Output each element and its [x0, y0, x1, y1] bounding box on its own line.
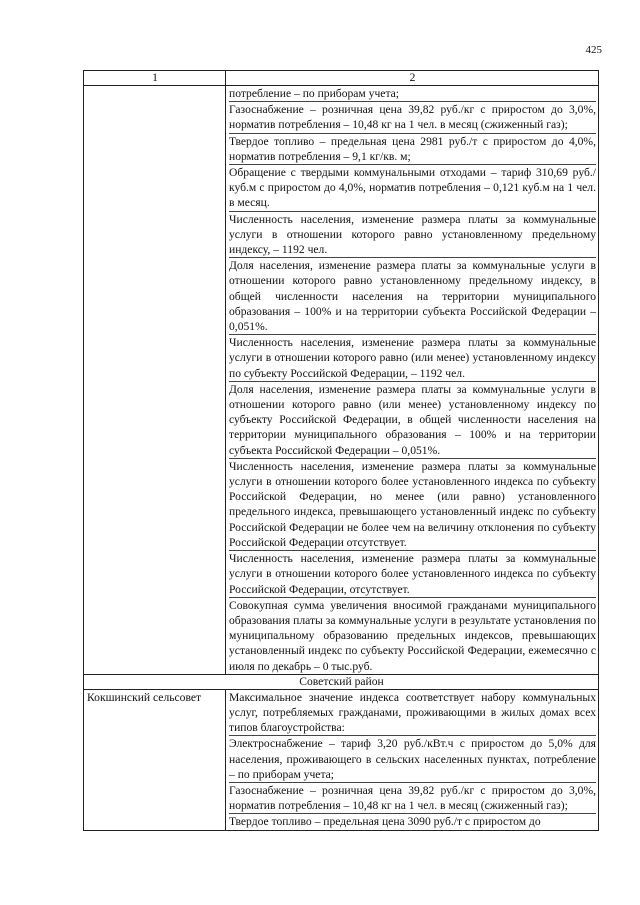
district-row — [84, 674, 599, 689]
municipality-cell: Кокшинский сельсовет — [84, 689, 226, 830]
paragraph: Численность населения, изменение размера платы за коммунальные услуги в отношении которого равно (или менее) установленному индексу по субъекту Российской Федерации, – 1192 чел. — [229, 336, 596, 380]
paragraph: Максимальное значение индекса соответствует набору коммунальных услуг, потребляемых гражданами, проживающими в жилых домах всех типов благоустройства: — [229, 690, 596, 735]
municipality-cell — [84, 86, 226, 675]
paragraph: Численность населения, изменение размера платы за коммунальные услуги в отношении которого более установленного индекса по субъекту Российской Федерации, отсутствует. — [229, 552, 596, 596]
paragraph: Численность населения, изменение размера платы за коммунальные услуги в отношении которого более установленного индекса по субъекту Российской Федерации, но менее (или равно) установленного предельного индекса, превышающего установленный индекс по субъекту Российской Федерации не более чем на величину отклонения по субъекту Российской Федерации отсутствует. — [229, 459, 596, 549]
table-row — [84, 689, 599, 830]
paragraph: Электроснабжение – тариф 3,20 руб./кВт.ч с приростом до 5,0% для населения, проживающего в сельских населенных пунктах, потребление – по приборам учета; — [229, 737, 596, 781]
paragraph: Совокупная сумма увеличения вносимой гражданами муниципального образования платы за коммунальные услуги в результате установления по муниципальному образованию предельных индексов, превышающих установленный индекс по субъекту Российской Федерации, ежемесячно с июля по декабрь – 0 тыс.руб. — [229, 598, 596, 673]
description-cell — [226, 86, 599, 675]
column-header-2: 2 — [226, 71, 599, 86]
paragraph: Газоснабжение – розничная цена 39,82 руб./кг с приростом до 3,0%, норматив потребления – 10,48 кг на 1 чел. в месяц (сжиженный газ); — [229, 783, 596, 813]
paragraph: Твердое топливо – предельная цена 2981 руб./т с приростом до 4,0%, норматив потребления – 9,1 кг/кв. м; — [229, 134, 596, 163]
column-header-1: 1 — [84, 71, 226, 86]
description-cell — [226, 689, 599, 830]
page-number: 425 — [585, 44, 602, 56]
table-header-row — [84, 71, 599, 86]
paragraph: Газоснабжение – розничная цена 39,82 руб./кг с приростом до 3,0%, норматив потребления – 10,48 кг на 1 чел. в месяц (сжиженный газ); — [229, 103, 596, 132]
paragraph: Обращение с твердыми коммунальными отходами – тариф 310,69 руб./куб.м с приростом до 4,0%, норматив потребления – 0,121 куб.м на 1 чел. в месяц. — [229, 166, 596, 210]
table-row — [84, 86, 599, 675]
paragraph: Численность населения, изменение размера платы за коммунальные услуги в отношении которого равно установленному предельному индексу, – 1192 чел. — [229, 212, 596, 257]
paragraph: Твердое топливо – предельная цена 3090 руб./т с приростом до — [229, 813, 596, 829]
paragraph: Доля населения, изменение размера платы за коммунальные услуги в отношении которого равно установленному предельному индексу, в общей численности населения на территории муниципального образования – 100% и на территории субъекта Российской Федерации – 0,051%. — [229, 259, 596, 334]
paragraph: Доля населения, изменение размера платы за коммунальные услуги в отношении которого равно (или менее) установленному индексу по субъекту Российской Федерации, в общей численности населения на территории муниципального образования – 100% и на территории субъекта Российской Федерации – 0,051%. — [229, 382, 596, 457]
paragraph: потребление – по приборам учета; — [229, 87, 400, 100]
district-title: Советский район — [84, 674, 599, 689]
document-table — [83, 70, 599, 831]
